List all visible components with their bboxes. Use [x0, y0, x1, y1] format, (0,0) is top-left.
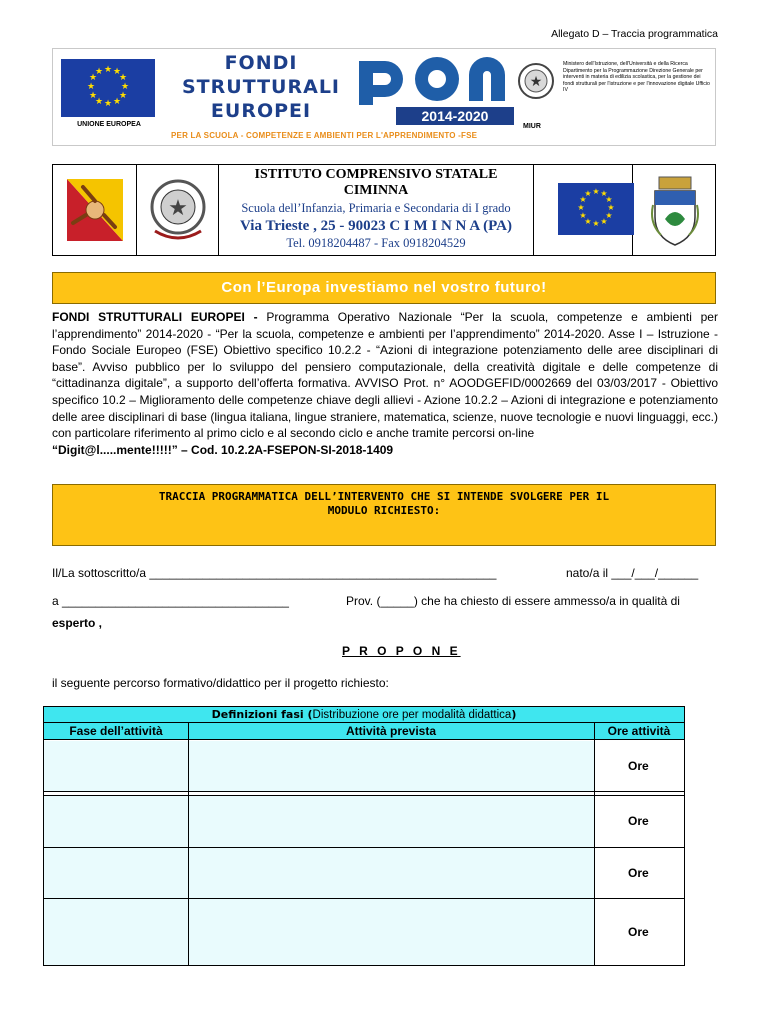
project-code: “Digit@l.....mente!!!!!” – Cod. 10.2.2A-FSEPON-SI-2018-1409 [52, 442, 394, 457]
ciminna-cell [633, 165, 715, 255]
header-ore: Ore attività [594, 723, 684, 740]
paragraph-text: Programma Operativo Nazionale “Per la scuola, competenze e ambienti per l’apprendimento” 2014-2020 - “Per la scuola, competenze e ambienti per l’apprendimento” 2014-2020. Asse I – Istruzione -Fondo Sociale Europeo (FSE) Obiettivo specifico 10.2.2 - “Azioni di integrazione potenziamento delle aree disciplinari di base”. Avviso pubblico per lo sviluppo del pensiero computazionale, della creatività digitale e delle competenze di “cittadinanza digitale”, a supporto dell’offerta formativa. AVVISO Prot. n° AOODGEFID/0002669 del 03/03/2017 - Obiettivo specifico 10.2 – Miglioramento delle competenze chiave degli allievi - Azione 10.2.2 – Azioni di integrazione e potenziamento delle aree disciplinari di base (lingua italiana, lingue straniere, matematica, scienze, nuove tecnologie e nuovi linguaggi, ecc.) con particolare riferimento al primo ciclo e al secondo ciclo e anche tramite percorsi on-line [52, 310, 718, 441]
italian-emblem-icon [147, 177, 209, 241]
phases-table [43, 706, 685, 966]
svg-text:★: ★ [605, 195, 613, 204]
esperto-label: esperto , [52, 616, 103, 630]
miur-label: MIUR [523, 123, 541, 130]
cell-fase[interactable] [44, 848, 188, 898]
eu-flag-icon [61, 59, 155, 117]
cell-fase[interactable] [44, 796, 188, 847]
svg-text:★: ★ [607, 203, 615, 212]
cell-attivita[interactable] [189, 741, 594, 791]
school-name-block [225, 167, 527, 251]
traccia-line-2: MODULO RICHIESTO: [327, 504, 441, 517]
table-row [44, 741, 684, 791]
luogo-field[interactable]: a __________________________________ [52, 594, 289, 608]
banner-strip: PER LA SCUOLA - COMPETENZE E AMBIENTI PER L'APPRENDIMENTO -FSE [171, 131, 478, 140]
table-title-normal: Distribuzione ore per modalità didattica [312, 709, 512, 721]
cell-ore[interactable]: Ore [628, 866, 649, 880]
fondi-line-2: STRUTTURALI [182, 76, 340, 98]
table-title-close: ) [511, 708, 517, 721]
svg-text:★: ★ [112, 97, 122, 107]
svg-text:★: ★ [120, 82, 130, 92]
table-row [44, 848, 684, 898]
cell-attivita[interactable] [189, 848, 594, 898]
document-annex-label: Allegato D – Traccia programmatica [551, 28, 718, 40]
svg-text:★: ★ [600, 217, 608, 226]
svg-text:★: ★ [103, 99, 113, 109]
traccia-line-1: TRACCIA PROGRAMMATICA DELL’INTERVENTO CHE SI INTENDE SVOLGERE PER IL [158, 490, 610, 503]
sottoscritto-line [52, 566, 496, 580]
cell-ore[interactable]: Ore [628, 759, 649, 773]
svg-text:★: ★ [112, 67, 122, 77]
school-header [52, 164, 716, 256]
row-divider [44, 791, 684, 792]
svg-text:★: ★ [103, 65, 113, 75]
cell-ore[interactable]: Ore [628, 814, 649, 828]
svg-text:★: ★ [88, 91, 98, 101]
emblem-cell [137, 165, 219, 255]
svg-text:★: ★ [94, 97, 104, 107]
propone-heading: P R O P O N E [342, 644, 461, 658]
cell-ore[interactable]: Ore [628, 925, 649, 939]
svg-text:★: ★ [584, 217, 592, 226]
svg-text:★: ★ [86, 82, 96, 92]
pon-years: 2014-2020 [396, 107, 514, 125]
sicily-cell [53, 165, 137, 255]
header-fase: Fase dell’attività [44, 723, 188, 740]
cell-attivita[interactable] [189, 899, 594, 965]
table-row [44, 899, 684, 965]
nato-field[interactable]: nato/a il ___/___/______ [566, 566, 699, 580]
traccia-box [52, 484, 716, 546]
eu-cell [533, 165, 633, 255]
pon-banner [52, 48, 716, 146]
table-row [44, 796, 684, 847]
school-subtitle: Scuola dell’Infanzia, Primaria e Secondaria di I grado [241, 201, 511, 215]
prov-field[interactable]: Prov. (_____) che ha chiesto di essere ammesso/a in qualità di [346, 594, 680, 608]
svg-text:★: ★ [94, 67, 104, 77]
column-divider [594, 723, 595, 965]
header-attivita: Attività prevista [188, 723, 594, 740]
miur-description: Ministero dell'Istruzione, dell'Università e della Ricerca Dipartimento per la Programmazione Direzione Generale per interventi in materia di edilizia scolastica, per la gestione dei fondi strutturali per l'istruzione e per l'innovazione digitale Ufficio IV [563, 61, 710, 94]
fondi-strutturali-logo [171, 51, 351, 123]
svg-text:★: ★ [592, 187, 600, 196]
project-description [52, 309, 718, 458]
table-title-bold: Definizioni fasi ( [211, 708, 313, 721]
intro-text: il seguente percorso formativo/didattico per il progetto richiesto: [52, 676, 389, 690]
svg-text:★: ★ [579, 195, 587, 204]
ciminna-coat-of-arms-icon [649, 175, 701, 247]
svg-text:★: ★ [118, 91, 128, 101]
svg-text:★: ★ [600, 189, 608, 198]
italian-emblem-icon [517, 61, 555, 105]
table-title [44, 707, 684, 723]
school-town: CIMINNA [343, 183, 409, 198]
svg-text:★: ★ [605, 211, 613, 220]
school-phone: Tel. 0918204487 - Fax 0918204529 [286, 236, 466, 250]
cell-attivita[interactable] [189, 796, 594, 847]
school-address: Via Trieste , 25 - 90023 C I M I N N A (PA) [240, 218, 512, 234]
svg-text:★: ★ [168, 195, 188, 220]
fondi-line-3: EUROPEI [210, 100, 312, 122]
cell-fase[interactable] [44, 741, 188, 791]
svg-text:★: ★ [577, 203, 585, 212]
sottoscritto-field[interactable]: Il/La sottoscritto/a ____________________________________________________ [52, 566, 497, 580]
school-name: ISTITUTO COMPRENSIVO STATALE [254, 167, 498, 182]
paragraph-lead: FONDI STRUTTURALI EUROPEI - [52, 310, 267, 324]
svg-text:★: ★ [584, 189, 592, 198]
eu-flag-icon [558, 183, 634, 235]
sicily-trinacria-icon [67, 179, 123, 241]
cell-fase[interactable] [44, 899, 188, 965]
svg-text:★: ★ [88, 73, 98, 83]
eu-label: UNIONE EUROPEA [77, 121, 141, 128]
motto-banner: Con l’Europa investiamo nel vostro futuro! [52, 272, 716, 304]
svg-text:★: ★ [529, 73, 543, 89]
column-divider [188, 723, 189, 965]
svg-text:★: ★ [118, 73, 128, 83]
svg-text:★: ★ [579, 211, 587, 220]
svg-text:★: ★ [592, 219, 600, 228]
fondi-line-1: FONDI [224, 52, 298, 74]
